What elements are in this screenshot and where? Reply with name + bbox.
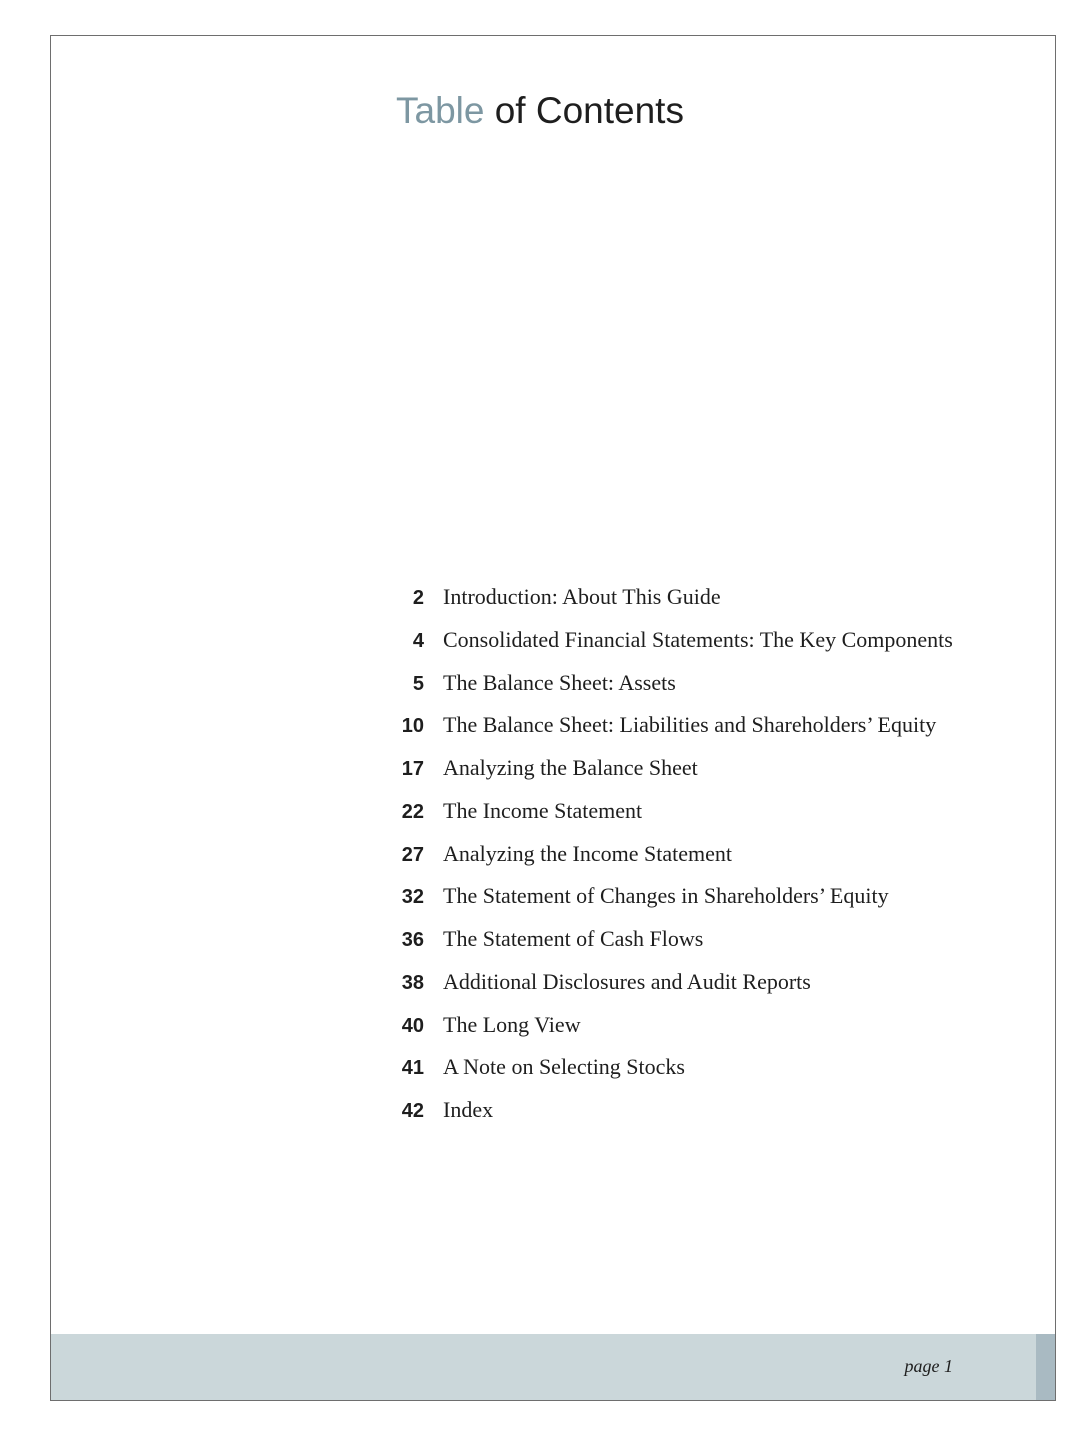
page-number: page 1 [904, 1356, 953, 1376]
toc-entry[interactable] [385, 1012, 953, 1055]
toc-entry-title: Index [443, 1097, 494, 1122]
toc-entry[interactable] [385, 627, 953, 670]
toc-entry-title: A Note on Selecting Stocks [443, 1054, 685, 1080]
toc-entry[interactable] [385, 670, 953, 713]
toc-page-number: 38 [401, 971, 424, 994]
toc-page-number: 17 [401, 758, 424, 780]
toc-entry-title: Analyzing the Balance Sheet [443, 755, 698, 780]
toc-page-number: 4 [412, 629, 424, 652]
page-title-accent: Table [396, 90, 485, 131]
toc-entry-title: The Income Statement [443, 797, 643, 823]
toc-page-number: 27 [401, 843, 424, 866]
toc-entry-title: Consolidated Financial Statements: The Key Components [443, 626, 953, 652]
toc-entry-title: The Balance Sheet: Assets [443, 669, 676, 695]
toc-page-number: 32 [401, 886, 424, 909]
toc-entry[interactable] [385, 926, 953, 969]
toc-entry[interactable] [385, 841, 953, 884]
toc-entry-title: The Long View [443, 1011, 581, 1037]
toc-page-number: 42 [401, 1100, 424, 1122]
page-title [396, 88, 684, 134]
toc-entry-title: The Balance Sheet: Liabilities and Shareholders’ Equity [443, 712, 937, 738]
toc-entry[interactable] [385, 1054, 953, 1097]
footer-band [51, 1334, 1055, 1400]
toc-entry[interactable] [385, 969, 953, 1012]
toc-page-number: 2 [412, 587, 424, 609]
toc-page-number: 5 [412, 672, 424, 695]
toc-entry[interactable] [385, 1097, 953, 1140]
toc-entry[interactable] [385, 712, 953, 755]
toc-page-number: 36 [401, 929, 424, 951]
toc-entry[interactable] [385, 883, 953, 926]
toc-entry-title: Introduction: About This Guide [443, 584, 721, 609]
table-of-contents [385, 584, 953, 1140]
toc-entry[interactable] [385, 584, 953, 627]
toc-page-number: 41 [401, 1057, 424, 1080]
toc-entry-title: The Statement of Changes in Shareholders’ Equity [443, 883, 889, 909]
page-title-rest: of Contents [494, 90, 684, 131]
toc-entry-title: Additional Disclosures and Audit Reports [443, 968, 811, 994]
toc-entry-title: The Statement of Cash Flows [443, 926, 704, 951]
toc-entry[interactable] [385, 755, 953, 798]
toc-page-number: 10 [401, 715, 424, 738]
toc-page-number: 40 [401, 1014, 424, 1037]
toc-page-number: 22 [401, 800, 424, 823]
footer-edge-accent [1036, 1334, 1055, 1400]
toc-entry-title: Analyzing the Income Statement [443, 840, 732, 866]
toc-entry[interactable] [385, 798, 953, 841]
